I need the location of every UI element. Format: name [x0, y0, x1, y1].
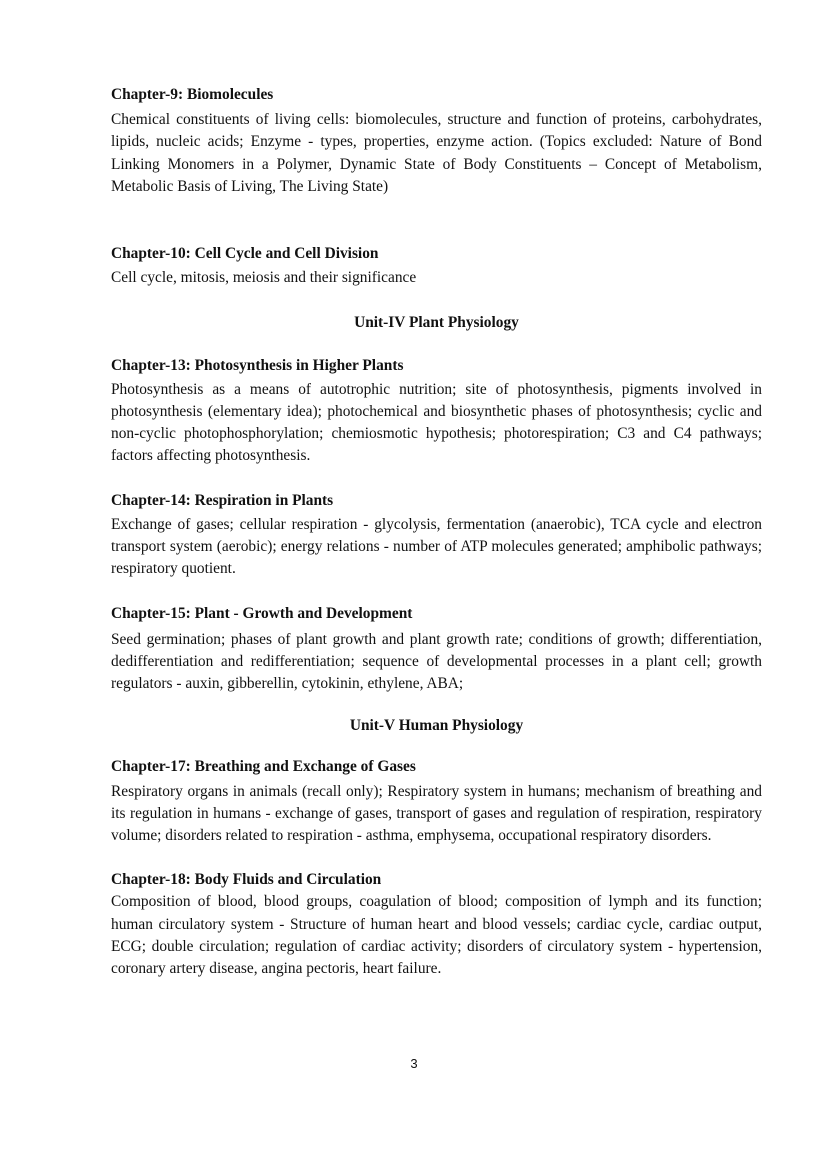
unit-heading: Unit-IV Plant Physiology — [354, 314, 519, 332]
chapter-body: Chemical constituents of living cells: biomolecules, structure and function of proteins, carbohydrates, lipids, nucleic acids; Enzyme - types, properties, enzyme action. (Topics excluded: Nature of Bond Linking Monomers in a Polymer, Dynamic State of Body Constituents – Concept of Metabolism, Metabolic Basis of Living, The Living State) — [111, 111, 762, 195]
chapter-heading: Chapter-10: Cell Cycle and Cell Division — [111, 245, 379, 263]
chapter-body: Exchange of gases; cellular respiration - glycolysis, fermentation (anaerobic), TCA cycle and electron transport system (aerobic); energy relations - number of ATP molecules generated; amphibolic pathways; respiratory quotient. — [111, 515, 762, 578]
chapter-body: Composition of blood, blood groups, coagulation of blood; composition of lymph and its function; human circulatory system - Structure of human heart and blood vessels; cardiac cycle, cardiac output, ECG; double circulation; regulation of cardiac activity; disorders of circulatory system - hypertension, coronary artery disease, angina pectoris, heart failure. — [111, 893, 762, 978]
chapter-heading: Chapter-17: Breathing and Exchange of Gases — [111, 758, 416, 776]
chapter-heading: Chapter-13: Photosynthesis in Higher Plants — [111, 356, 404, 374]
chapter-10-section — [111, 243, 762, 289]
chapter-heading: Chapter-14: Respiration in Plants — [111, 491, 334, 509]
chapter-body: Seed germination; phases of plant growth and plant growth rate; conditions of growth; differentiation, dedifferentiation and redifferentiation; sequence of developmental processes in a plant cell; growth regulators - auxin, gibberellin, cytokinin, ethylene, ABA; — [111, 630, 762, 693]
chapter-15-section — [111, 603, 762, 695]
document-page — [111, 84, 762, 980]
chapter-heading: Chapter-18: Body Fluids and Circulation — [111, 871, 382, 889]
chapter-body: Cell cycle, mitosis, meiosis and their significance — [111, 269, 417, 287]
unit-heading: Unit-V Human Physiology — [349, 717, 524, 735]
chapter-13-section — [111, 355, 762, 468]
chapter-heading: Chapter-15: Plant - Growth and Development — [111, 605, 413, 623]
chapter-body: Photosynthesis as a means of autotrophic nutrition; site of photosynthesis, pigments involved in photosynthesis (elementary idea); photochemical and biosynthetic phases of photosynthesis; cyclic and non-cyclic photophosphorylation; chemiosmotic hypothesis; photorespiration; C3 and C4 pathways; factors affecting photosynthesis. — [111, 380, 762, 465]
chapter-heading: Chapter-9: Biomolecules — [111, 86, 274, 103]
chapter-body: Respiratory organs in animals (recall only); Respiratory system in humans; mechanism of breathing and its regulation in humans - exchange of gases, transport of gases and regulation of respiration, respiratory volume; disorders related to respiration - asthma, emphysema, occupational respiratory disorders. — [111, 782, 762, 845]
chapter-14-section — [111, 490, 762, 581]
chapter-17-section — [111, 756, 762, 847]
chapter-18-section — [111, 869, 762, 980]
chapter-9-section — [111, 84, 762, 198]
page-number: 3 — [410, 1056, 418, 1071]
